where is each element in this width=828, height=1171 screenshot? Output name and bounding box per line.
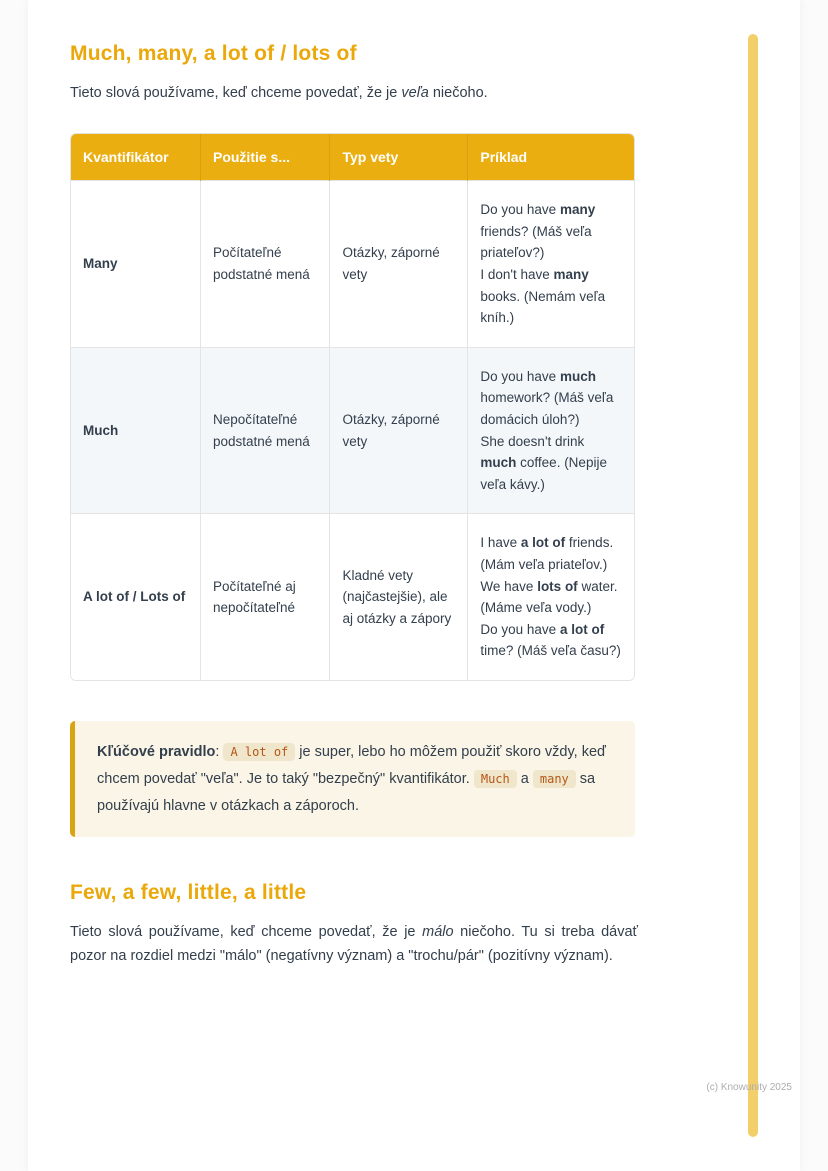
section-title-much-many: Much, many, a lot of / lots of <box>70 42 357 65</box>
cell-usage: Počítateľné podstatné mená <box>200 181 329 348</box>
right-accent-stripe <box>748 34 758 1137</box>
cell-sentence-type: Kladné vety (najčastejšie), ale aj otázky a zápory <box>330 514 468 680</box>
table-row <box>71 347 634 514</box>
cell-quantifier: Much <box>71 347 200 514</box>
key-rule-callout <box>70 721 635 837</box>
cell-quantifier: Many <box>71 181 200 348</box>
intro-paragraph-much-many: Tieto slová používame, keď chceme povedať, že je veľa niečoho. <box>70 85 488 101</box>
cell-example: Do you have much homework? (Máš veľa domácich úloh?) She doesn't drink much coffee. (Nepije veľa kávy.) <box>468 347 634 514</box>
table-header-row <box>71 134 634 181</box>
cell-usage: Počítateľné aj nepočítateľné <box>200 514 329 680</box>
cell-quantifier: A lot of / Lots of <box>71 514 200 680</box>
column-header: Kvantifikátor <box>71 134 200 181</box>
cell-sentence-type: Otázky, záporné vety <box>330 347 468 514</box>
watermark: (c) Knowunity 2025 <box>706 1082 792 1093</box>
table-row <box>71 514 634 680</box>
inline-code: A lot of <box>223 743 295 761</box>
cell-sentence-type: Otázky, záporné vety <box>330 181 468 348</box>
document-content <box>28 0 638 968</box>
section-title-few-little: Few, a few, little, a little <box>70 881 307 905</box>
quantifier-table <box>70 133 635 681</box>
table-header <box>71 134 634 181</box>
key-rule-text: Kľúčové pravidlo: A lot of je super, lebo ho môžem použiť skoro vždy, keď chcem povedať "veľa". Je to taký "bezpečný" kvantifikátor. Much a many sa používajú hlavne v otázkach a záporoch. <box>97 743 606 814</box>
column-header: Použitie s... <box>200 134 329 181</box>
cell-usage: Nepočítateľné podstatné mená <box>200 347 329 514</box>
quantifier-table-inner <box>71 134 634 680</box>
column-header: Typ vety <box>330 134 468 181</box>
inline-code: many <box>533 770 576 788</box>
cell-example: Do you have many friends? (Máš veľa priateľov?) I don't have many books. (Nemám veľa kníh.) <box>468 181 634 348</box>
table-row <box>71 181 634 348</box>
inline-code: Much <box>474 770 517 788</box>
document-page <box>28 0 800 1171</box>
intro-paragraph-few-little: Tieto slová používame, keď chceme povedať, že je málo niečoho. Tu si treba dávať pozor na rozdiel medzi "málo" (negatívny význam) a "trochu/pár" (pozitívny význam). <box>70 924 638 964</box>
cell-example: I have a lot of friends. (Mám veľa priateľov.) We have lots of water. (Máme veľa vody.) Do you have a lot of time? (Máš veľa času?) <box>468 514 634 680</box>
column-header: Príklad <box>468 134 634 181</box>
table-body <box>71 181 634 680</box>
